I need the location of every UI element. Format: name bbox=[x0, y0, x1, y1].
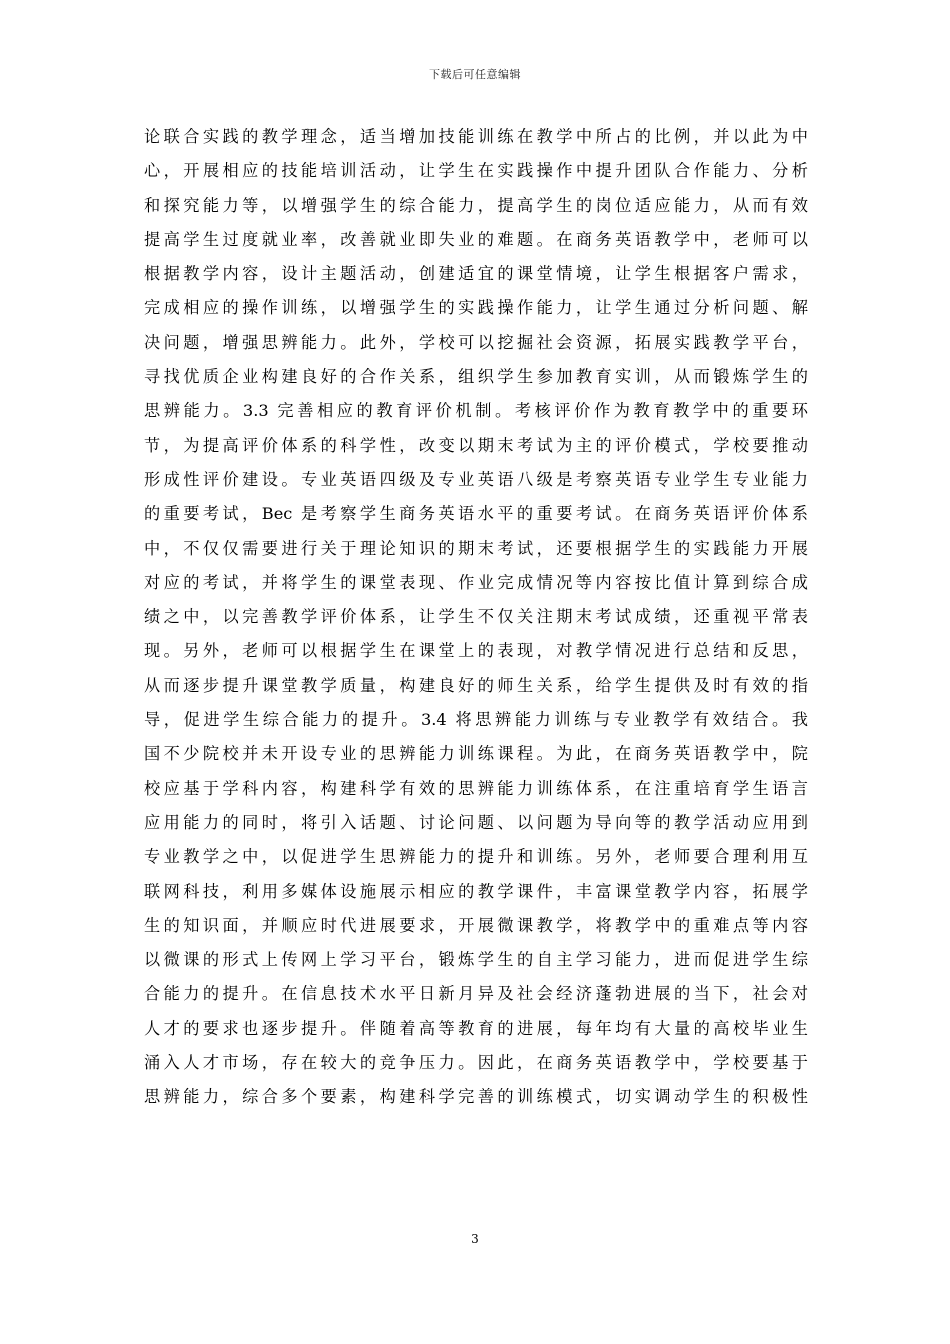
text-line: 导，促进学生综合能力的提升。3.4 将思辨能力训练与专业教学有效结合。我 bbox=[144, 710, 808, 730]
text-line: 心，开展相应的技能培训活动，让学生在实践操作中提升团队合作能力、分析 bbox=[144, 161, 808, 181]
text-line: 和探究能力等，以增强学生的综合能力，提高学生的岗位适应能力，从而有效 bbox=[144, 195, 808, 215]
text-line: 国不少院校并未开设专业的思辨能力训练课程。为此，在商务英语教学中，院 bbox=[144, 744, 808, 764]
page-number: 3 bbox=[471, 1232, 479, 1246]
text-line: 决问题，增强思辨能力。此外，学校可以挖掘社会资源，拓展实践教学平台， bbox=[144, 332, 808, 352]
text-line: 对应的考试，并将学生的课堂表现、作业完成情况等内容按比值计算到综合成 bbox=[144, 572, 808, 592]
text-line: 的重要考试，Bec 是考察学生商务英语水平的重要考试。在商务英语评价体系 bbox=[144, 504, 808, 524]
text-line: 应用能力的同时，将引入话题、讨论问题、以问题为导向等的教学活动应用到 bbox=[144, 812, 808, 832]
text-line: 现。另外，老师可以根据学生在课堂上的表现，对教学情况进行总结和反思， bbox=[144, 641, 808, 661]
text-line: 思辨能力。3.3 完善相应的教育评价机制。考核评价作为教育教学中的重要环 bbox=[144, 401, 808, 421]
text-line: 以微课的形式上传网上学习平台，锻炼学生的自主学习能力，进而促进学生综 bbox=[144, 950, 808, 970]
text-line: 节，为提高评价体系的科学性，改变以期末考试为主的评价模式，学校要推动 bbox=[144, 435, 808, 455]
page-header: 下载后可任意编辑 bbox=[429, 68, 521, 81]
text-line: 合能力的提升。在信息技术水平日新月异及社会经济蓬勃进展的当下，社会对 bbox=[144, 984, 808, 1004]
text-line: 形成性评价建设。专业英语四级及专业英语八级是考察英语专业学生专业能力 bbox=[144, 469, 808, 489]
text-line: 中，不仅仅需要进行关于理论知识的期末考试，还要根据学生的实践能力开展 bbox=[144, 538, 808, 558]
text-line: 生的知识面，并顺应时代进展要求，开展微课教学，将教学中的重难点等内容 bbox=[144, 915, 808, 935]
text-line: 联网科技，利用多媒体设施展示相应的教学课件，丰富课堂教学内容，拓展学 bbox=[144, 881, 808, 901]
text-line: 思辨能力，综合多个要素，构建科学完善的训练模式，切实调动学生的积极性 bbox=[144, 1087, 808, 1107]
text-line: 校应基于学科内容，构建科学有效的思辨能力训练体系，在注重培育学生语言 bbox=[144, 778, 808, 798]
text-line: 根据教学内容，设计主题活动，创建适宜的课堂情境，让学生根据客户需求， bbox=[144, 264, 808, 284]
text-line: 从而逐步提升课堂教学质量，构建良好的师生关系，给学生提供及时有效的指 bbox=[144, 675, 808, 695]
text-line: 涌入人才市场，存在较大的竞争压力。因此，在商务英语教学中，学校要基于 bbox=[144, 1053, 808, 1073]
body-paragraph bbox=[144, 120, 808, 1115]
text-line: 完成相应的操作训练，以增强学生的实践操作能力，让学生通过分析问题、解 bbox=[144, 298, 808, 318]
text-line: 绩之中，以完善教学评价体系，让学生不仅关注期末考试成绩，还重视平常表 bbox=[144, 607, 808, 627]
text-line: 论联合实践的教学理念，适当增加技能训练在教学中所占的比例，并以此为中 bbox=[144, 127, 808, 146]
text-line: 提高学生过度就业率，改善就业即失业的难题。在商务英语教学中，老师可以 bbox=[144, 229, 808, 249]
text-line: 专业教学之中，以促进学生思辨能力的提升和训练。另外，老师要合理利用互 bbox=[144, 847, 808, 867]
text-line: 寻找优质企业构建良好的合作关系，组织学生参加教育实训，从而锻炼学生的 bbox=[144, 367, 808, 387]
text-line: 人才的要求也逐步提升。伴随着高等教育的进展，每年均有大量的高校毕业生 bbox=[144, 1018, 808, 1038]
